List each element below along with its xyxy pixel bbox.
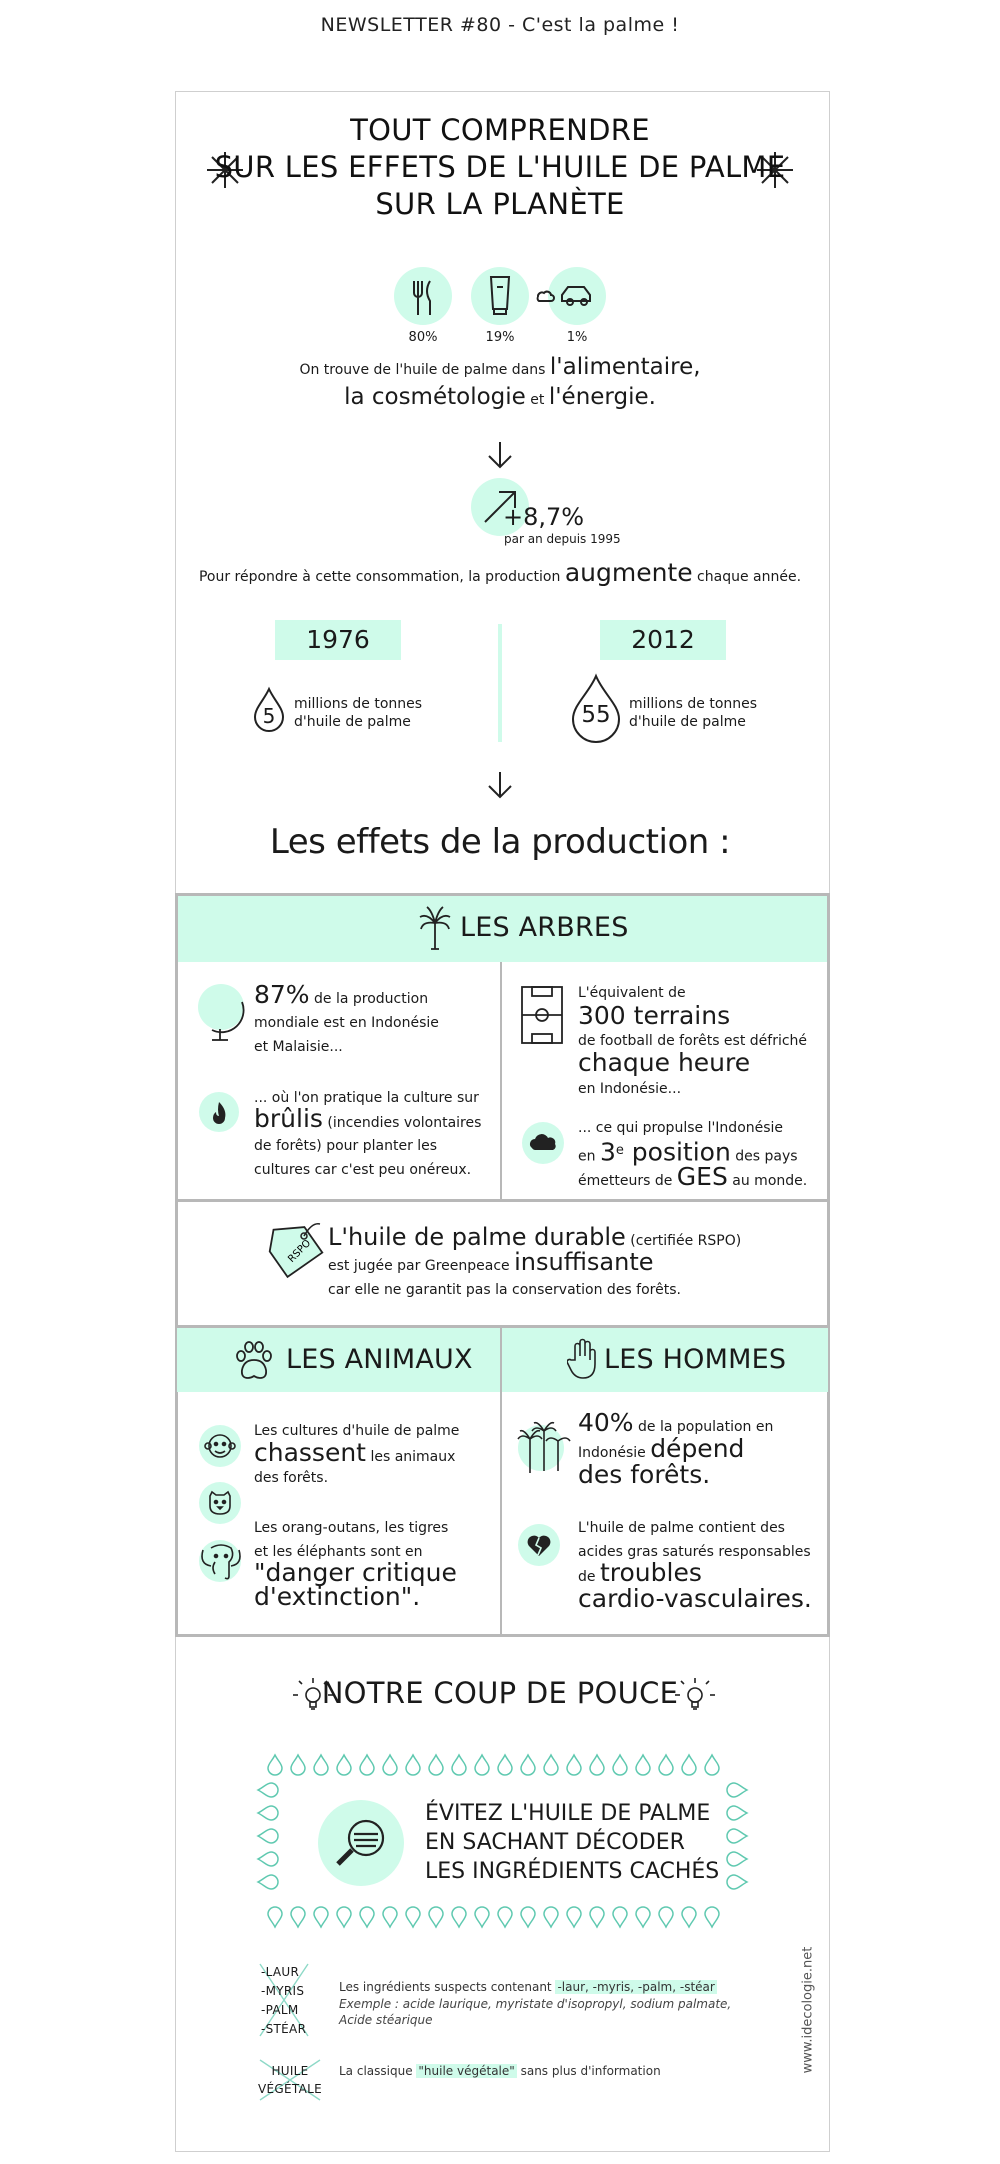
usage-period: . (648, 384, 656, 410)
growth-sentence (0, 556, 1000, 594)
frame-drop (258, 1875, 278, 1889)
arrow-down-icon (486, 440, 514, 470)
frame-drop (705, 1755, 719, 1775)
suffix-palm: -PALM (261, 2003, 299, 2017)
humans-label: LES HOMMES (604, 1344, 787, 1375)
rspo-greenpeace: est jugée par Greenpeace (328, 1258, 515, 1274)
trees-ges-line3 (578, 1164, 807, 1194)
frame-drop (337, 1755, 351, 1775)
frame-drop (429, 1755, 443, 1775)
frame-drop (727, 1875, 747, 1889)
veg-text-b: "huile végétale" (418, 2064, 515, 2078)
frame-drop (314, 1755, 328, 1775)
frame-drop (360, 1907, 374, 1927)
veg-label-line2: VÉGÉTALE (258, 2082, 322, 2096)
frame-drop (682, 1907, 696, 1927)
animals-danger-line2: et les éléphants sont en (254, 1544, 423, 1560)
suffix-laur: -LAUR (261, 1965, 300, 1979)
frame-drop (567, 1755, 581, 1775)
trees-football-line5: en Indonésie... (578, 1081, 682, 1097)
paw-icon (232, 1339, 276, 1381)
animals-humans-divider (500, 1328, 502, 1634)
main-title-line1: TOUT COMPRENDRE (350, 113, 650, 147)
trees-burn-line1: ... où l'on pratique la culture sur (254, 1090, 479, 1106)
trees-burn-line3: de forêts) pour planter les (254, 1138, 438, 1154)
trees-ges-abbr: GES (676, 1162, 728, 1191)
humans-health-line2: acides gras saturés responsables (578, 1544, 811, 1560)
frame-drop (705, 1907, 719, 1927)
main-title-line3: SUR LA PLANÈTE (375, 187, 625, 221)
animals-chase-line2 (254, 1440, 455, 1470)
tiger-icon (199, 1482, 241, 1524)
frame-drop (498, 1755, 512, 1775)
comparison-divider (498, 624, 502, 742)
trees-indonesia (254, 982, 428, 1010)
animals-chassent: chassent (254, 1438, 366, 1467)
effects-title: Les effets de la production : (269, 822, 731, 862)
arrow-down-icon (486, 770, 514, 800)
palm-trees-icon (518, 1425, 564, 1471)
trees-300-terrains: 300 terrains (578, 1001, 731, 1030)
frame-drop (383, 1907, 397, 1927)
growth-value: +8,7% (503, 503, 585, 531)
frame-drop (337, 1907, 351, 1927)
animals-chase-text: les animaux (366, 1449, 456, 1465)
frame-drop (258, 1806, 278, 1820)
suffix-text: Les ingrédients suspects contenant (339, 1980, 556, 1994)
frame-drop (636, 1755, 650, 1775)
humans-health-line1: L'huile de palme contient des (578, 1520, 785, 1536)
trees-ges-line1: ... ce qui propulse l'Indonésie (578, 1120, 784, 1136)
frame-drop (258, 1783, 278, 1797)
usage-sentence-line2 (0, 382, 1000, 415)
unit-2012-line2: d'huile de palme (629, 714, 746, 730)
frame-drop (406, 1907, 420, 1927)
frame-drop (406, 1755, 420, 1775)
frame-drop (659, 1907, 673, 1927)
section-border (175, 1634, 830, 1637)
frame-drop (727, 1829, 747, 1843)
frame-drop (452, 1755, 466, 1775)
humans-health-de: de (578, 1569, 600, 1585)
main-title-line2: SUR LES EFFETS DE L'HUILE DE PALME (214, 150, 786, 184)
trees-ges-rank: 3 (599, 1137, 616, 1167)
frame-drop (613, 1755, 627, 1775)
frame-drop (383, 1755, 397, 1775)
trees-ges-rank-sup: e (615, 1143, 624, 1158)
newsletter-title: NEWSLETTER #80 - C'est la palme ! (320, 14, 680, 36)
price-tag-icon (262, 1218, 330, 1286)
animals-danger-line4: d'extinction". (254, 1582, 421, 1611)
usage-cosmetics: la cosmétologie (344, 384, 526, 410)
growth-text-a: Pour répondre à cette consommation, la production (198, 569, 565, 585)
frame-drop (590, 1907, 604, 1927)
frame-drop (291, 1755, 305, 1775)
veg-description (339, 2062, 661, 2080)
trees-ges-pays: des pays (730, 1148, 798, 1165)
frame-drop (475, 1907, 489, 1927)
trees-brulis: brûlis (254, 1104, 323, 1133)
frame-drop (544, 1755, 558, 1775)
usage-percent-energy: 1% (566, 330, 588, 345)
frame-drop (498, 1907, 512, 1927)
trees-football-line1: L'équivalent de (578, 985, 686, 1001)
cutlery-icon (394, 267, 452, 325)
animals-danger-line3: "danger critique (254, 1558, 457, 1587)
veg-label-line1: HUILE (271, 2064, 309, 2078)
monkey-icon (199, 1425, 241, 1467)
animals-danger-line1: Les orang-outans, les tigres (254, 1520, 449, 1536)
unit-1976-line2: d'huile de palme (294, 714, 411, 730)
usage-percent-cosmetics: 19% (485, 330, 515, 345)
humans-pop-indonesie: Indonésie (578, 1445, 651, 1461)
suffix-myris: -MYRIS (261, 1984, 305, 1998)
frame-drop (258, 1852, 278, 1866)
broken-heart-icon (518, 1524, 560, 1566)
trees-burn-line2 (254, 1106, 481, 1136)
frame-drop (452, 1907, 466, 1927)
humans-40-percent: 40% (578, 1408, 634, 1437)
trees-football-line3: de football de forêts est défriché (578, 1033, 808, 1049)
humans-depend: dépend (650, 1434, 745, 1463)
frame-drop (544, 1907, 558, 1927)
rspo-line2 (328, 1248, 654, 1279)
frame-drop (521, 1755, 535, 1775)
globe-icon (198, 984, 244, 1030)
section-border-right (827, 893, 830, 1634)
frame-drop (268, 1907, 282, 1927)
trees-87-percent: 87% (254, 980, 310, 1009)
usage-text: On trouve de l'huile de palme dans (299, 362, 550, 378)
value-1976: 5 (262, 704, 276, 728)
humans-pop-line3: des forêts. (578, 1460, 711, 1489)
rspo-durable: L'huile de palme durable (328, 1223, 626, 1251)
frame-drop (268, 1755, 282, 1775)
frame-drop (659, 1755, 673, 1775)
cloud-icon (522, 1122, 564, 1164)
tip-box-line3: LES INGRÉDIENTS CACHÉS (425, 1859, 720, 1884)
trees-ges-position: position (623, 1137, 731, 1167)
trees-ges-emetteurs: émetteurs de (578, 1173, 677, 1189)
usage-energy: l'énergie (548, 384, 649, 410)
elephant-icon (199, 1540, 241, 1582)
frame-drop (429, 1907, 443, 1927)
palm-tree-icon (418, 905, 452, 951)
rspo-insuffisante: insuffisante (514, 1248, 654, 1276)
year-1976: 1976 (275, 620, 401, 660)
tip-box-line2: EN SACHANT DÉCODER (425, 1830, 685, 1855)
hand-icon (567, 1338, 597, 1382)
section-border-left (175, 893, 178, 1634)
tip-box-line1: ÉVITEZ L'HUILE DE PALME (425, 1801, 711, 1826)
growth-augmente: augmente (564, 558, 693, 587)
veg-text-c: sans plus d'information (516, 2064, 661, 2078)
rspo-tag-text: RSPO (286, 1237, 314, 1265)
unit-1976-line1: millions de tonnes (294, 696, 423, 712)
usage-comma: , (693, 354, 701, 380)
trees-ges-en: en (578, 1148, 600, 1165)
trees-burn-text: (incendies volontaires (322, 1115, 482, 1131)
frame-drop (291, 1907, 305, 1927)
growth-sub: par an depuis 1995 (504, 532, 621, 546)
trees-indonesia-line3: et Malaisie... (254, 1039, 343, 1055)
frame-drop (360, 1755, 374, 1775)
frame-drop (590, 1755, 604, 1775)
frame-drop (314, 1907, 328, 1927)
usage-percent-food: 80% (408, 330, 438, 345)
humans-pop-text: de la population en (633, 1419, 774, 1435)
car-icon (548, 267, 606, 325)
growth-text-c: chaque année. (692, 569, 802, 585)
frame-drop (636, 1907, 650, 1927)
site-url: www.idecologie.net (800, 1946, 816, 2074)
frame-drop (613, 1907, 627, 1927)
suffix-example: Exemple : acide laurique, myristate d'isopropyl, sodium palmate, Acide stéarique (339, 1997, 732, 2027)
trees-label: LES ARBRES (460, 912, 629, 943)
suffix-stear: -STÉAR (261, 2022, 307, 2036)
frame-drop (567, 1907, 581, 1927)
veg-text-a: La classique (339, 2064, 417, 2078)
frame-drop (727, 1783, 747, 1797)
animals-chase-line3: des forêts. (254, 1470, 329, 1486)
trees-ges-monde: au monde. (727, 1173, 808, 1189)
frame-drop (682, 1755, 696, 1775)
frame-drop (258, 1829, 278, 1843)
trees-divider (500, 962, 502, 1199)
fire-icon (199, 1092, 239, 1132)
suffix-description (339, 1978, 717, 1996)
humans-health-line4: cardio-vasculaires. (578, 1584, 812, 1613)
animals-label: LES ANIMAUX (286, 1344, 473, 1375)
humans-troubles: troubles (599, 1558, 702, 1587)
magnifier-icon (318, 1800, 404, 1886)
football-field-icon (520, 985, 564, 1045)
trees-indonesia-text: de la production (309, 991, 429, 1007)
rspo-line3: car elle ne garantit pas la conservation des forêts. (328, 1282, 681, 1298)
animals-chase-line1: Les cultures d'huile de palme (254, 1423, 460, 1439)
trees-burn-line4: cultures car c'est peu onéreux. (254, 1162, 472, 1178)
suffix-list: -laur, -myris, -palm, -stéar (557, 1980, 715, 1994)
frame-drop (727, 1852, 747, 1866)
year-2012: 2012 (600, 620, 726, 660)
trees-indonesia-line2: mondiale est en Indonésie (254, 1015, 439, 1031)
tip-title: NOTRE COUP DE POUCE (321, 1676, 679, 1710)
unit-2012-line1: millions de tonnes (629, 696, 758, 712)
usage-sentence (0, 352, 1000, 385)
section-border (175, 1199, 830, 1202)
value-2012: 55 (581, 702, 611, 728)
cosmetic-tube-icon (471, 267, 529, 325)
usage-and: et (525, 392, 549, 408)
trees-chaque-heure: chaque heure (578, 1048, 751, 1077)
frame-drop (475, 1755, 489, 1775)
frame-drop (521, 1907, 535, 1927)
usage-food: l'alimentaire (549, 354, 694, 380)
rspo-certified: (certifiée RSPO) (625, 1233, 742, 1249)
frame-drop (727, 1806, 747, 1820)
